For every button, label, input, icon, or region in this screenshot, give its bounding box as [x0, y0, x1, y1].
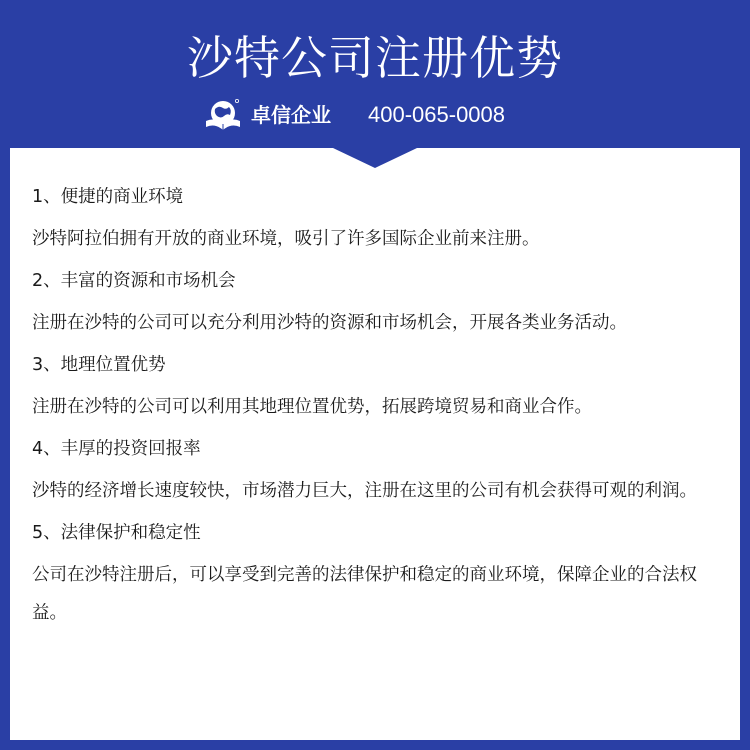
- brand-name: 卓信企业: [251, 103, 331, 127]
- section-body: 公司在沙特注册后，可以享受到完善的法律保护和稳定的商业环境，保障企业的合法权益。: [32, 565, 697, 623]
- page-title: 沙特公司注册优势: [187, 31, 563, 85]
- content: [32, 178, 732, 632]
- section-heading: 1、便捷的商业环境: [32, 187, 184, 207]
- section-body: 注册在沙特的公司可以充分利用沙特的资源和市场机会，开展各类业务活动。: [32, 313, 627, 333]
- brand-row: [0, 97, 750, 133]
- phone-number: 400-065-0008: [368, 102, 506, 127]
- section-heading: 3、地理位置优势: [32, 355, 166, 375]
- section-body: 注册在沙特的公司可以利用其地理位置优势，拓展跨境贸易和商业合作。: [32, 397, 592, 417]
- section-heading: 4、丰厚的投资回报率: [32, 439, 201, 459]
- section-body: 沙特的经济增长速度较快，市场潜力巨大，注册在这里的公司有机会获得可观的利润。: [32, 481, 697, 501]
- section-heading: 5、法律保护和稳定性: [32, 523, 201, 543]
- section-heading: 2、丰富的资源和市场机会: [32, 271, 236, 291]
- section-body: 沙特阿拉伯拥有开放的商业环境，吸引了许多国际企业前来注册。: [32, 229, 540, 249]
- header: [0, 0, 750, 150]
- globe-book-icon: [203, 97, 243, 133]
